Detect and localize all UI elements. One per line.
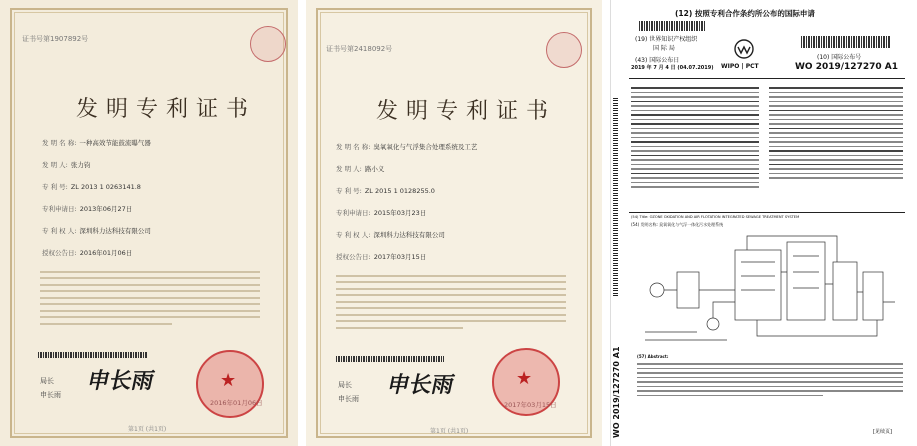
certificate-body-text — [336, 270, 566, 333]
top-barcode-icon — [639, 21, 705, 31]
publication-header: (12) 按照专利合作条约所公布的国际申请 — [675, 9, 815, 18]
certificate-title: 发明专利证书 — [76, 97, 257, 122]
right-barcode-icon — [801, 36, 891, 48]
wipo-logo-icon — [733, 38, 755, 60]
publication-number: WO 2019/127270 A1 — [795, 62, 898, 72]
director-title: 局长 — [338, 381, 352, 389]
certificate-number: 证书号第1907892号 — [22, 35, 89, 43]
seal-date: 2016年01月06日 — [210, 399, 263, 407]
director-title: 局长 — [40, 377, 54, 385]
continuation-note: [见续页] — [873, 429, 892, 435]
barcode-icon — [336, 356, 444, 362]
header-divider — [629, 78, 905, 79]
field-application-date: 专利申请日: 2013年06月27日 — [42, 205, 133, 213]
field-patentee: 专 利 权 人: 深圳科力达科技有限公司 — [42, 227, 151, 235]
director-name: 申长雨 — [338, 395, 359, 403]
patent-certificate-1 — [0, 0, 298, 446]
field-grant-date: 授权公告日: 2017年03月15日 — [336, 253, 427, 261]
certificate-title: 发明专利证书 — [376, 99, 557, 124]
organization-bureau: 国 际 局 — [653, 45, 675, 52]
director-signature: 申长雨 — [84, 368, 157, 394]
abstract-label: (57) Abstract: — [637, 354, 669, 359]
field-inventor: 发 明 人: 张力钧 — [42, 161, 91, 169]
director-name: 申长雨 — [40, 391, 61, 399]
abstract-text — [637, 360, 903, 399]
wipo-pct-label: WIPO | PCT — [721, 63, 759, 70]
certificate-body-text — [40, 266, 260, 329]
organization-name: (19) 世界知识产权组织 — [635, 36, 698, 43]
field-application-date: 专利申请日: 2015年03月23日 — [336, 209, 427, 217]
invention-title-chinese: (54) 发明名称: 臭氧氧化与气浮一体化污水处理系统 — [631, 222, 724, 227]
vertical-barcode-icon — [613, 96, 618, 296]
page-number: 第1页 (共1页) — [128, 426, 167, 433]
embossed-seal-icon — [546, 32, 582, 68]
certificate-number: 证书号第2418092号 — [326, 45, 393, 53]
field-invention-name: 发 明 名 称: 臭氧氧化与气浮集合处理系统及工艺 — [336, 143, 478, 151]
publication-date: 2019 年 7 月 4 日 (04.07.2019) — [631, 65, 714, 71]
field-inventor: 发 明 人: 路小义 — [336, 165, 385, 173]
publication-date-label: (43) 国际公布日 — [635, 57, 680, 64]
seal-date: 2017年03月15日 — [504, 401, 557, 409]
vertical-publication-number: WO 2019/127270 A1 — [612, 346, 621, 438]
field-patent-number: 专 利 号: ZL 2015 1 0128255.0 — [336, 187, 435, 195]
bibliographic-right-column — [769, 84, 903, 182]
title-divider — [629, 212, 905, 213]
field-patent-number: 专 利 号: ZL 2013 1 0263141.8 — [42, 183, 141, 191]
system-drawing — [637, 232, 897, 350]
field-invention-name: 发 明 名 称: 一种高效节能鼓流曝气器 — [42, 139, 151, 147]
field-patentee: 专 利 权 人: 深圳科力达科技有限公司 — [336, 231, 445, 239]
field-grant-date: 授权公告日: 2016年01月06日 — [42, 249, 133, 257]
patent-certificate-2 — [306, 0, 602, 446]
invention-title-english: (54) Title: OZONE OXIDATION AND AIR FLOTATION INTEGRATED SEWAGE TREATMENT SYSTEM — [631, 215, 800, 219]
official-seal-icon: ★ — [492, 348, 560, 416]
wipo-publication-page — [610, 0, 917, 446]
publication-number-label: (10) 国际公布号 — [817, 54, 862, 61]
page-number: 第1页 (共1页) — [430, 428, 469, 435]
official-seal-icon: ★ — [196, 350, 264, 418]
embossed-seal-icon — [250, 26, 286, 62]
director-signature: 申长雨 — [384, 372, 457, 398]
barcode-icon — [38, 352, 148, 358]
bibliographic-left-column — [631, 84, 759, 191]
